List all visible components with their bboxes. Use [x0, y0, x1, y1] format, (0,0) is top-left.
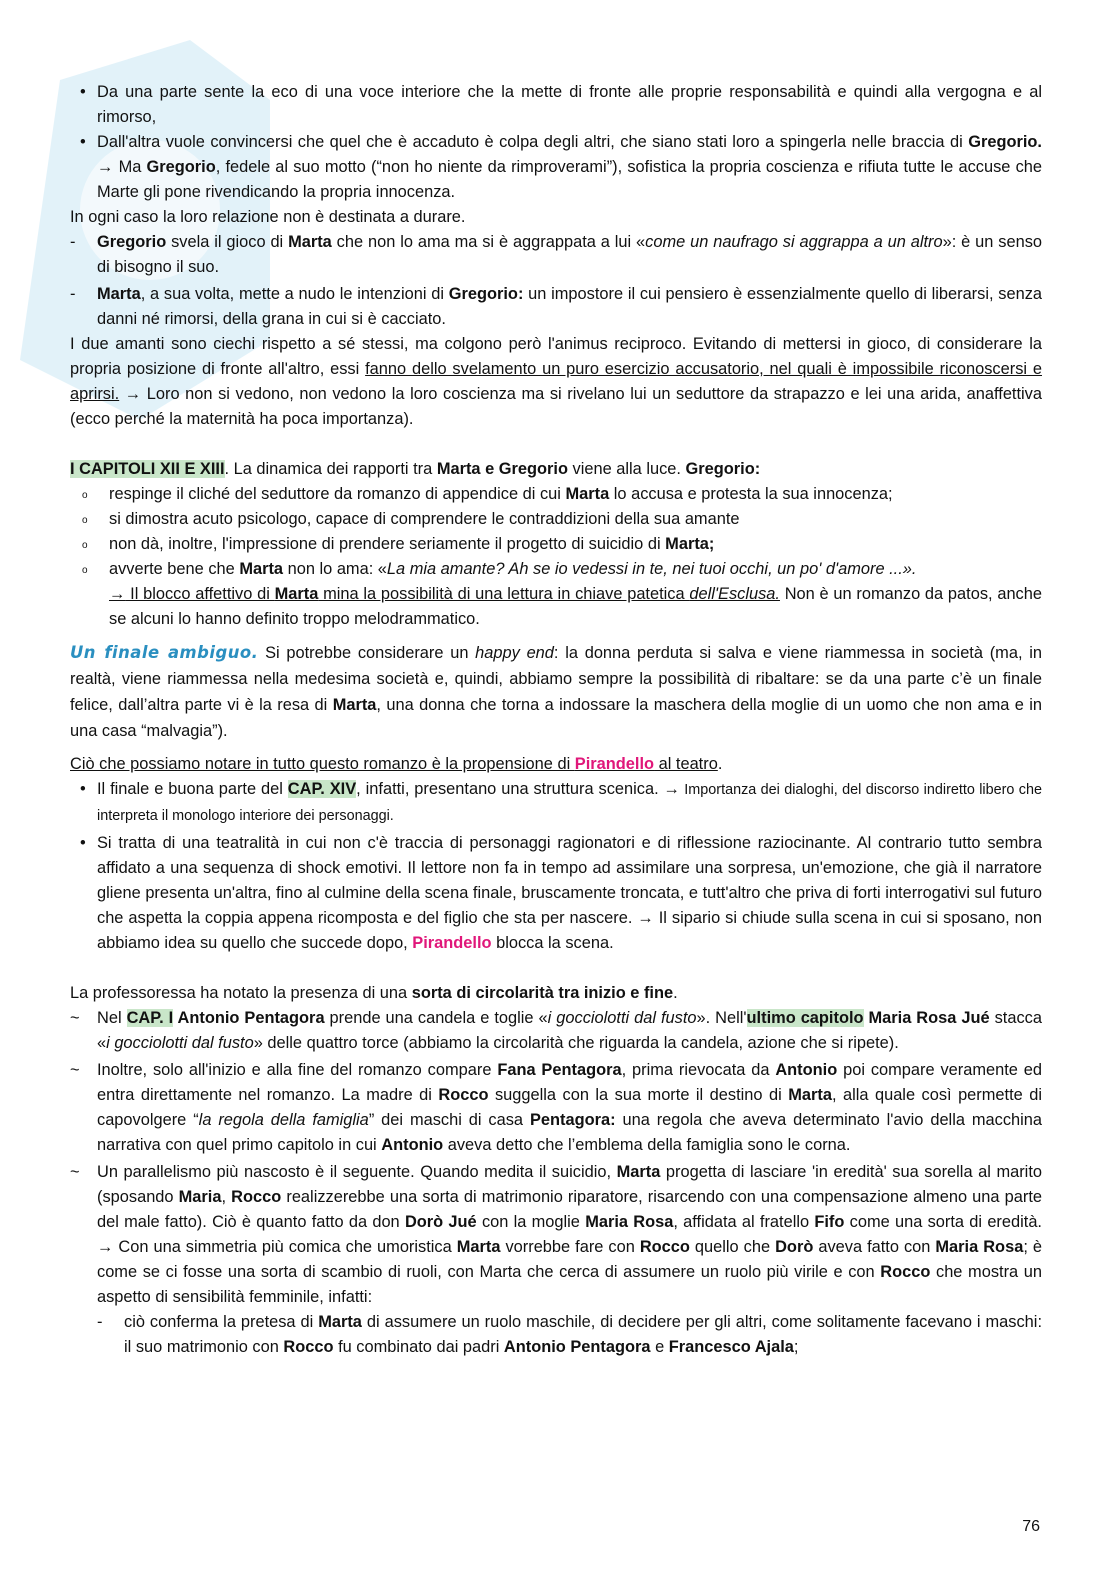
paragraph: I due amanti sono ciechi rispetto a sé stessi, ma colgono però l'animus reciproco. Evitando di mettersi in gioco, di considerare la propria posizione di fronte all'altro, essi fanno dello svelamento un puro esercizio accusatorio, nel quali è impossibile riconoscersi e aprirsi. → Loro non si vedono, non vedono la loro coscienza ma si rivelano lui un seduttore da strapazzo e lei una arida, anaffettiva (ecco perché la maternità ha poca importanza).	[70, 335, 1042, 428]
list-item: o non dà, inoltre, l'impressione di prendere seriamente il progetto di suicidio di Marta;	[70, 532, 1042, 557]
paragraph: Ciò che possiamo notare in tutto questo romanzo è la propensione di Pirandello al teatro.	[70, 755, 723, 773]
arrow-icon: →	[124, 385, 142, 403]
paragraph: In ogni caso la loro relazione non è destinata a durare.	[70, 208, 466, 226]
document-body	[70, 80, 1042, 1360]
list-item: - Gregorio svela il gioco di Marta che non lo ama ma si è aggrappata a lui «come un naufrago si aggrappa a un altro»: è un senso di bisogno il suo.	[70, 230, 1042, 280]
list-item: - ciò conferma la pretesa di Marta di assumere un ruolo maschile, di decidere per gli altri, come solitamente facevano i maschi: il suo matrimonio con Rocco fu combinato dai padri Antonio Pentagora e Francesco Ajala;	[97, 1310, 1042, 1360]
list-item: o respinge il cliché del seduttore da romanzo di appendice di cui Marta lo accusa e protesta la sua innocenza;	[70, 482, 1042, 507]
section-heading: I CAPITOLI XII E XIII	[70, 460, 225, 478]
page-number: 76	[1022, 1518, 1040, 1535]
paragraph: La professoressa ha notato la presenza di una sorta di circolarità tra inizio e fine.	[70, 984, 678, 1002]
tilde-list-circularity	[70, 1006, 1042, 1360]
circle-list-gregorio	[70, 482, 1042, 632]
arrow-icon: →	[109, 585, 126, 603]
arrow-icon: →	[663, 780, 680, 798]
list-item: - Marta, a sua volta, mette a nudo le intenzioni di Gregorio: un impostore il cui pensiero è essenzialmente quello di liberarsi, senza danni né rimorsi, della grana in cui si è cacciato.	[70, 282, 1042, 332]
dash-list-lovers	[70, 230, 1042, 332]
arrow-icon: →	[97, 1238, 114, 1256]
dash-list-roles	[97, 1310, 1042, 1360]
paragraph: Un finale ambiguo. Si potrebbe considerare un happy end: la donna perduta si salva e viene riammessa in società (ma, in realtà, viene riammessa nella medesima società e, quindi, abbiamo sempre la possibilità di ribaltare: se da una parte c’è un finale felice, dall’altra parte vi è la resa di Marta, una donna che torna a indossare la maschera della moglie di un uomo che non ama e in una casa “malvagia”).	[70, 643, 1043, 740]
list-item: ~ Un parallelismo più nascosto è il seguente. Quando medita il suicidio, Marta progetta di lasciare 'in eredità' sua sorella al marito (sposando Maria, Rocco realizzerebbe una sorta di matrimonio riparatore, risarcendo con una compensazione almeno una parte del male fatto). Ciò è quanto fatto da don Dorò Jué con la moglie Maria Rosa, affidata al fratello Fifo come una sorta di eredità. → Con una simmetria più comica che umoristica Marta vorrebbe fare con Rocco quello che Dorò aveva fatto con Maria Rosa; è come se ci fosse una sorta di scambio di ruoli, con Marta che cerca di assumere un ruolo più virile e con Rocco che mostra un aspetto di sensibilità femminile, infatti: - ciò conferma la pretesa di Marta di assumere un ruolo maschile, di decidere per gli altri, come solitamente facevano i maschi: il suo matrimonio con Rocco fu combinato dai padri Antonio Pentagora e Francesco Ajala;	[70, 1160, 1042, 1360]
list-item: • Il finale e buona parte del CAP. XIV, infatti, presentano una struttura scenica. → Importanza dei dialoghi, del discorso indiretto libero che interpreta il monologo interiore dei personaggi.	[70, 777, 1042, 829]
list-item: ~ Inoltre, solo all'inizio e alla fine del romanzo compare Fana Pentagora, prima rievocata da Antonio poi compare veramente ed entra direttamente nel romanzo. La madre di Rocco suggella con la sua morte il destino di Marta, alla quale così permette di capovolgere “la regola della famiglia” dei maschi di casa Pentagora: una regola che aveva determinato l'avio della macchina narrativa con quel primo capitolo in cui Antonio aveva detto che l’emblema della famiglia sono le corna.	[70, 1058, 1042, 1158]
list-item: • Dall'altra vuole convincersi che quel che è accaduto è colpa degli altri, che siano stati loro a spingerla nelle braccia di Gregorio. → Ma Gregorio, fedele al suo motto (“non ho niente da rimproverami”), sofistica la propria coscienza e rifiuta tutte le accuse che Marte gli pone rivendicando la propria innocenza.	[70, 130, 1042, 205]
list-item: • Si tratta di una teatralità in cui non c'è traccia di personaggi ragionatori e di riflessione raziocinante. Al contrario tutto sembra affidato a una sequenza di shock emotivi. Il lettore non fa in tempo ad assimilare una sorpresa, un'emozione, che già il narratore gliene presenta un'altra, fino al culmine della scena finale, bruscamente troncata, e tutt'altro che priva di forti interrogativi sul futuro che aspetta la coppia appena ricomposta e del figlio che sta per nascere. → Il sipario si chiude sulla scena in cui si sposano, non abbiamo idea su quello che succede dopo, Pirandello blocca la scena.	[70, 831, 1042, 956]
arrow-icon: →	[97, 158, 114, 176]
section-title-fancy: Un finale ambiguo.	[70, 643, 259, 662]
list-item: • Da una parte sente la eco di una voce interiore che la mette di fronte alle proprie responsabilità e quindi alla vergogna e al rimorso,	[70, 80, 1042, 130]
bullet-list-theatre	[70, 777, 1042, 956]
list-item: o si dimostra acuto psicologo, capace di comprendere le contraddizioni della sua amante	[70, 507, 1042, 532]
paragraph: I CAPITOLI XII E XIII. La dinamica dei rapporti tra Marta e Gregorio viene alla luce. Gregorio:	[70, 460, 761, 478]
list-item: ~ Nel CAP. I Antonio Pentagora prende una candela e toglie «i gocciolotti dal fusto». Nell'ultimo capitolo Maria Rosa Jué stacca «i gocciolotti dal fusto» delle quattro torce (abbiamo la circolarità che riguarda la candela, azione che si ripete).	[70, 1006, 1042, 1056]
bullet-list-conscience	[70, 80, 1042, 205]
arrow-icon: →	[637, 909, 654, 927]
list-item: o avverte bene che Marta non lo ama: «La mia amante? Ah se io vedessi in te, nei tuoi occhi, un po' d'amore ...». → Il blocco affettivo di Marta mina la possibilità di una lettura in chiave patetica dell'Esclusa. Non è un romanzo da patos, anche se alcuni lo hanno definito troppo melodrammatico.	[70, 557, 1042, 632]
